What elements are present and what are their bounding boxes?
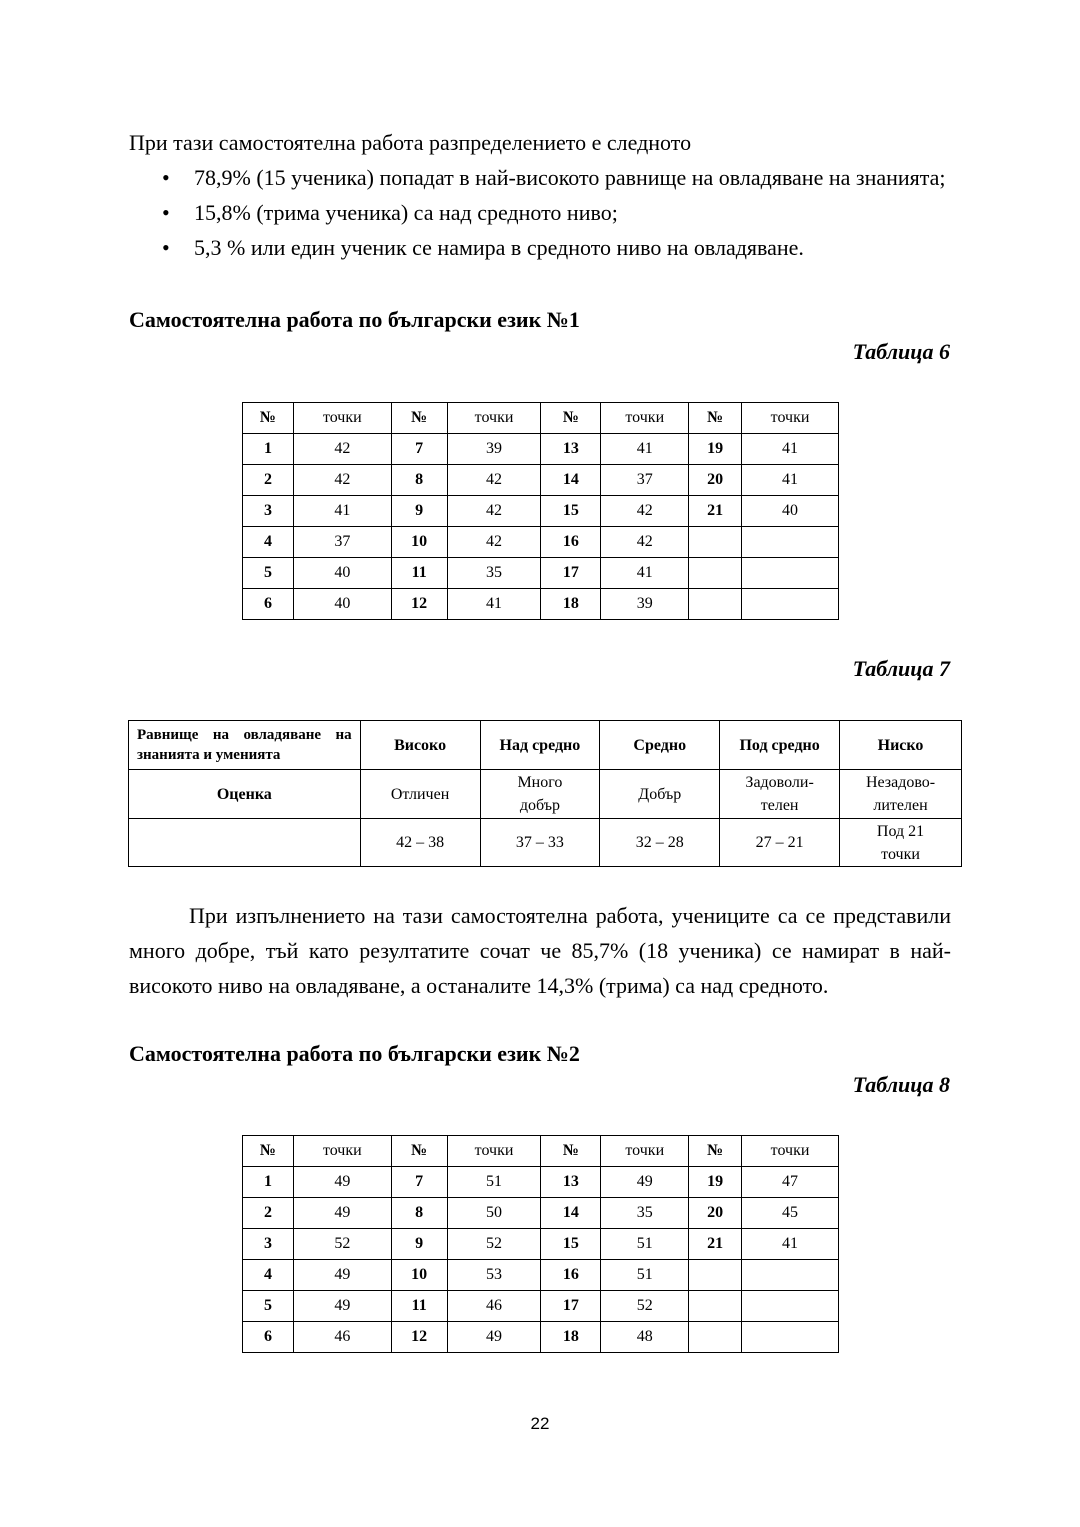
table-header-cell: № [541, 1136, 601, 1167]
table-cell: 4 [243, 1260, 294, 1291]
table-cell: 6 [243, 1322, 294, 1353]
cell-line: добър [519, 797, 560, 814]
table-cell: 32 – 28 [600, 819, 720, 867]
table-row [243, 1167, 839, 1198]
table-cell: 13 [541, 1167, 601, 1198]
table-header-cell: № [689, 1136, 742, 1167]
table-cell: 45 [742, 1198, 839, 1229]
table-cell: 15 [541, 1229, 601, 1260]
table-row [243, 589, 839, 620]
section-heading-2: Самостоятелна работа по български език №2 [129, 1041, 580, 1066]
table-header-cell: № [541, 403, 601, 434]
table-cell: 7 [391, 434, 447, 465]
table-cell: 35 [601, 1198, 689, 1229]
table-cell: 9 [391, 1229, 447, 1260]
table-cell [742, 527, 839, 558]
table-6 [242, 402, 839, 620]
table-cell: 1 [243, 434, 294, 465]
table-cell [129, 819, 361, 867]
table-cell: Добър [600, 770, 720, 819]
table-cell: 16 [541, 1260, 601, 1291]
table-row [243, 496, 839, 527]
table-7 [128, 720, 962, 867]
table-cell: 46 [447, 1291, 541, 1322]
table-header-cell: точки [293, 403, 391, 434]
table-header-cell: точки [447, 1136, 541, 1167]
table-cell [742, 558, 839, 589]
table-cell: 41 [742, 465, 839, 496]
table-cell: 21 [689, 496, 742, 527]
table-cell: 47 [742, 1167, 839, 1198]
table-header-row [243, 1136, 839, 1167]
table-cell: 49 [293, 1260, 391, 1291]
table-cell: 16 [541, 527, 601, 558]
table-cell [742, 1322, 839, 1353]
table-7-caption: Таблица 7 [852, 656, 950, 681]
table-cell: 49 [293, 1167, 391, 1198]
table-cell: 5 [243, 558, 294, 589]
table-cell [689, 1322, 742, 1353]
table-row [243, 1229, 839, 1260]
table-cell: 1 [243, 1167, 294, 1198]
cell-line: Незадово- [865, 774, 936, 791]
table-cell: 21 [689, 1229, 742, 1260]
table-header-cell: Високо [360, 721, 480, 770]
table-cell: 6 [243, 589, 294, 620]
table-cell: 7 [391, 1167, 447, 1198]
table-cell: 52 [447, 1229, 541, 1260]
table-header-cell: № [689, 403, 742, 434]
table-cell: 37 [601, 465, 689, 496]
table-cell: 19 [689, 1167, 742, 1198]
table-cell: 5 [243, 1291, 294, 1322]
table-cell: 41 [447, 589, 541, 620]
table-header-cell: точки [742, 1136, 839, 1167]
table-cell: 48 [601, 1322, 689, 1353]
table-cell: 53 [447, 1260, 541, 1291]
cell-line: лителен [873, 797, 928, 814]
cell-line: Много [517, 774, 563, 791]
table-cell: 20 [689, 1198, 742, 1229]
results-paragraph [129, 898, 951, 1003]
table-header-cell: точки [447, 403, 541, 434]
table-header-cell: № [391, 1136, 447, 1167]
table-cell: 15 [541, 496, 601, 527]
table-cell: 37 – 33 [480, 819, 600, 867]
table-cell [742, 589, 839, 620]
page-number: 22 [530, 1414, 550, 1433]
table-cell: 17 [541, 558, 601, 589]
table-header-cell: Средно [600, 721, 720, 770]
table-cell [742, 1291, 839, 1322]
table-cell: 52 [601, 1291, 689, 1322]
table-cell [742, 1260, 839, 1291]
table-cell: 37 [293, 527, 391, 558]
table-row [243, 527, 839, 558]
table-cell [840, 770, 962, 819]
table-cell: 4 [243, 527, 294, 558]
table-cell: 42 [601, 496, 689, 527]
table-cell: 49 [293, 1198, 391, 1229]
section-heading-1: Самостоятелна работа по български език №1 [129, 307, 580, 332]
table-cell: 42 [447, 465, 541, 496]
table-cell: 14 [541, 1198, 601, 1229]
table-header-cell: точки [742, 403, 839, 434]
list-item: • 5,3 % или един ученик се намира в средното ниво на овладяване. [160, 230, 960, 265]
table-header-cell: точки [601, 1136, 689, 1167]
table-row [243, 1322, 839, 1353]
table-header-cell: Ниско [840, 721, 962, 770]
table-cell: 41 [742, 1229, 839, 1260]
table-row [129, 721, 962, 770]
table-8-caption: Таблица 8 [852, 1072, 950, 1097]
table-cell: 12 [391, 1322, 447, 1353]
table-cell: 11 [391, 558, 447, 589]
list-item: • 15,8% (трима ученика) са над средното ниво; [160, 195, 960, 230]
table-cell: 11 [391, 1291, 447, 1322]
table-header-cell: точки [601, 403, 689, 434]
table-cell: 39 [447, 434, 541, 465]
table-cell: 12 [391, 589, 447, 620]
table-cell: 40 [293, 558, 391, 589]
table-cell: 9 [391, 496, 447, 527]
table-cell: 51 [447, 1167, 541, 1198]
table-cell: 8 [391, 1198, 447, 1229]
table-cell: 41 [601, 434, 689, 465]
table-cell: 42 [601, 527, 689, 558]
table-cell: 20 [689, 465, 742, 496]
table-cell: 2 [243, 465, 294, 496]
table-cell [689, 1260, 742, 1291]
table-cell: 42 [293, 465, 391, 496]
table-cell: 42 [447, 527, 541, 558]
table-cell: 10 [391, 527, 447, 558]
table-cell: 18 [541, 589, 601, 620]
table-cell [480, 770, 600, 819]
table-cell: 8 [391, 465, 447, 496]
cell-line: телен [760, 797, 799, 814]
table-cell: 42 [293, 434, 391, 465]
cell-line: точки [881, 845, 920, 863]
table-cell: 49 [447, 1322, 541, 1353]
table-cell: 19 [689, 434, 742, 465]
table-cell: 40 [293, 589, 391, 620]
table-cell: 13 [541, 434, 601, 465]
table-row [243, 1198, 839, 1229]
table-6-caption: Таблица 6 [852, 339, 950, 364]
table-cell [689, 527, 742, 558]
table-cell: 51 [601, 1260, 689, 1291]
table-cell: Отличен [360, 770, 480, 819]
table-cell: 10 [391, 1260, 447, 1291]
table-cell: 41 [742, 434, 839, 465]
distribution-list [160, 160, 960, 265]
table-cell [689, 558, 742, 589]
table-8 [242, 1135, 839, 1353]
table-cell [840, 819, 962, 867]
table-header-cell: № [243, 1136, 294, 1167]
table-row [129, 770, 962, 819]
table-cell: 50 [447, 1198, 541, 1229]
table-header-cell: № [243, 403, 294, 434]
table-cell: 35 [447, 558, 541, 589]
table-cell: 42 – 38 [360, 819, 480, 867]
table-cell: 49 [293, 1291, 391, 1322]
paragraph-text: При изпълнението на тази самостоятелна работа, учениците са се представили много добре, тъй като резултатите сочат че 85,7% (18 ученика) се намират в най-високото ниво на овладяване, а останалите 14,3% (трима) са над средното. [129, 903, 951, 998]
table-row [129, 819, 962, 867]
table-cell: 3 [243, 1229, 294, 1260]
table-cell: 41 [293, 496, 391, 527]
table-cell: Оценка [129, 770, 361, 819]
list-item: • 78,9% (15 ученика) попадат в най-високото равнище на овладяване на знанията; [160, 160, 960, 195]
table-header-cell: точки [293, 1136, 391, 1167]
table-header-cell: Под средно [720, 721, 840, 770]
table-cell: 2 [243, 1198, 294, 1229]
cell-line: Задоволи- [745, 774, 814, 791]
table-cell: 41 [601, 558, 689, 589]
table-header-cell: Равнище на овладяване на знанията и уменията [129, 721, 361, 770]
table-cell: 40 [742, 496, 839, 527]
table-cell: 18 [541, 1322, 601, 1353]
table-cell [689, 1291, 742, 1322]
table-cell [689, 589, 742, 620]
table-header-cell: Над средно [480, 721, 600, 770]
table-header-cell: № [391, 403, 447, 434]
table-row [243, 465, 839, 496]
table-row [243, 1260, 839, 1291]
table-row [243, 1291, 839, 1322]
table-row [243, 558, 839, 589]
table-cell [720, 770, 840, 819]
table-cell: 39 [601, 589, 689, 620]
table-cell: 51 [601, 1229, 689, 1260]
table-cell: 3 [243, 496, 294, 527]
table-cell: 14 [541, 465, 601, 496]
table-cell: 49 [601, 1167, 689, 1198]
table-cell: 27 – 21 [720, 819, 840, 867]
table-cell: 46 [293, 1322, 391, 1353]
table-row [243, 434, 839, 465]
table-header-row [243, 403, 839, 434]
intro-paragraph: При тази самостоятелна работа разпределението е следното [129, 130, 692, 155]
table-cell: 17 [541, 1291, 601, 1322]
table-cell: 42 [447, 496, 541, 527]
cell-line: Под 21 [876, 822, 925, 840]
table-cell: 52 [293, 1229, 391, 1260]
